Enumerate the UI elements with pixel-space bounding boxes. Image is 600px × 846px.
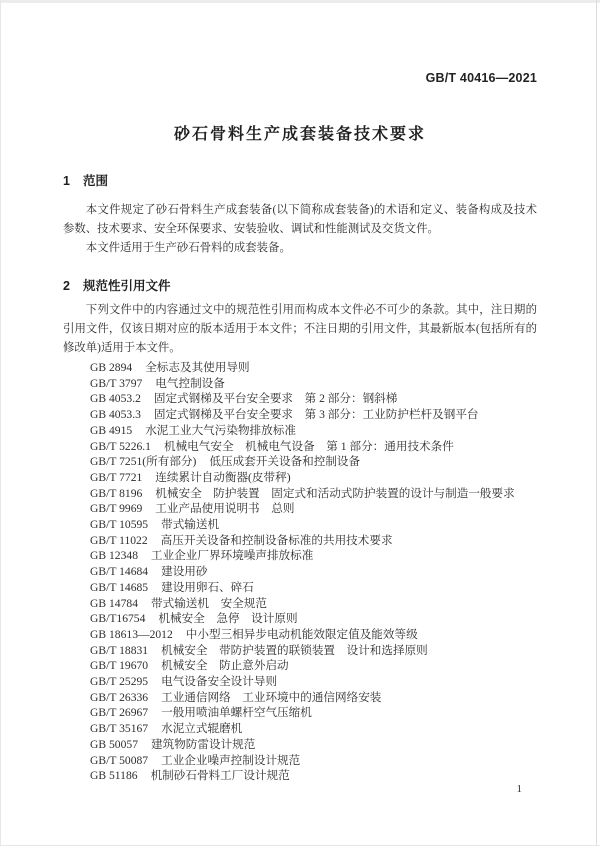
reference-code: GB/T 50087	[90, 753, 149, 767]
reference-title: 机制砂石骨料工厂设计规范	[150, 769, 290, 783]
reference-code: GB/T16754	[90, 612, 146, 626]
reference-code: GB/T 7721	[90, 470, 143, 484]
reference-code: GB 4053.2	[90, 392, 141, 406]
reference-title: 固定式钢梯及平台安全要求 第 3 部分：工业防护栏杆及钢平台	[153, 408, 479, 422]
reference-item	[90, 548, 537, 564]
reference-item	[90, 753, 537, 769]
reference-title: 工业企业噪声控制设计规范	[161, 753, 301, 767]
reference-code: GB/T 9969	[90, 502, 143, 516]
page-edge-left	[0, 0, 1, 846]
reference-code: GB 2894	[90, 361, 133, 374]
reference-item	[90, 768, 537, 784]
reference-item	[90, 517, 537, 533]
reference-code: GB 50057	[90, 737, 138, 751]
reference-item	[90, 658, 537, 674]
reference-code: GB/T 11022	[90, 533, 148, 547]
reference-code: GB/T 3797	[90, 376, 143, 390]
reference-code: GB/T 35167	[90, 722, 149, 736]
reference-item	[90, 596, 537, 612]
reference-title: 电气设备安全设计导则	[161, 675, 278, 689]
reference-code: GB 51186	[90, 769, 138, 783]
reference-title: 工业企业厂界环境噪声排放标准	[151, 549, 314, 563]
reference-code: GB/T 8196	[90, 486, 143, 500]
reference-code: GB/T 10595	[90, 518, 149, 532]
reference-code: GB/T 25295	[90, 675, 149, 689]
reference-item	[90, 611, 537, 627]
references-list	[63, 360, 537, 784]
reference-code: GB/T 14684	[90, 565, 149, 579]
reference-title: 带式输送机	[161, 518, 220, 532]
reference-code: GB 4915	[90, 423, 133, 437]
reference-title: 全标志及其使用导则	[145, 361, 250, 374]
reference-item	[90, 705, 537, 721]
scope-paragraph-1: 本文件规定了砂石骨料生产成套装备(以下简称成套装备)的术语和定义、装备构成及技术参数、技术要求、安全环保要求、安装验收、调试和性能测试及交货文件。	[63, 204, 537, 235]
reference-item	[90, 454, 537, 470]
reference-title: 机械安全 防止意外启动	[161, 659, 289, 673]
document-title: 砂石骨料生产成套装备技术要求	[173, 126, 426, 143]
reference-code: GB/T 14685	[90, 580, 149, 594]
section-2-title: 规范性引用文件	[82, 279, 171, 293]
reference-code: GB 14784	[90, 596, 138, 610]
reference-item	[90, 737, 537, 753]
reference-code: GB/T 7251(所有部分)	[90, 455, 197, 469]
reference-item	[90, 439, 537, 455]
reference-code: GB 12348	[90, 549, 138, 563]
reference-title: 建设用砂	[161, 565, 208, 579]
section-1-title: 范围	[82, 174, 108, 188]
reference-title: 连续累计自动衡器(皮带秤)	[155, 470, 291, 484]
reference-title: 机械安全 带防护装置的联锁装置 设计和选择原则	[161, 643, 428, 657]
reference-item	[90, 501, 537, 517]
reference-item	[90, 580, 537, 596]
reference-item	[90, 690, 537, 706]
reference-item	[90, 533, 537, 549]
reference-item	[90, 376, 537, 392]
reference-title: 高压开关设备和控制设备标准的共用技术要求	[160, 533, 393, 547]
reference-title: 带式输送机 安全规范	[151, 596, 267, 610]
section-1-number: 1	[63, 174, 70, 188]
reference-item	[90, 721, 537, 737]
reference-title: 机械电气安全 机械电气设备 第 1 部分：通用技术条件	[163, 439, 454, 453]
page-number: 1	[516, 783, 522, 795]
page-edge-top	[0, 0, 600, 3]
reference-title: 机械安全 急停 设计原则	[158, 612, 298, 626]
reference-item	[90, 391, 537, 407]
standard-number: GB/T 40416—2021	[425, 71, 537, 85]
reference-title: 建设用卵石、碎石	[161, 580, 254, 594]
reference-item	[90, 643, 537, 659]
reference-code: GB 4053.3	[90, 408, 141, 422]
reference-item	[90, 486, 537, 502]
reference-title: 中小型三相异步电动机能效限定值及能效等级	[185, 627, 418, 641]
reference-title: 一般用喷油单螺杆空气压缩机	[161, 706, 312, 720]
references-intro-paragraph: 下列文件中的内容通过文中的规范性引用而构成本文件必不可少的条款。其中，注日期的引用文件，仅该日期对应的版本适用于本文件；不注日期的引用文件，其最新版本(包括所有的修改单)适用于本文件。	[63, 304, 537, 354]
reference-item	[90, 423, 537, 439]
reference-code: GB/T 18831	[90, 643, 149, 657]
reference-title: 工业产品使用说明书 总则	[155, 502, 295, 516]
reference-item	[90, 470, 537, 486]
reference-title: 水泥立式辊磨机	[161, 722, 243, 736]
reference-item	[90, 674, 537, 690]
reference-title: 机械安全 防护装置 固定式和活动式防护装置的设计与制造一般要求	[155, 486, 515, 500]
section-1-heading	[63, 171, 537, 189]
reference-code: GB/T 26336	[90, 690, 149, 704]
section-2-heading	[63, 276, 537, 294]
reference-title: 低压成套开关设备和控制设备	[209, 455, 361, 469]
reference-item	[90, 407, 537, 423]
reference-code: GB 18613—2012	[90, 627, 173, 641]
reference-code: GB/T 26967	[90, 706, 149, 720]
reference-title: 电气控制设备	[155, 376, 225, 390]
reference-title: 工业通信网络 工业环境中的通信网络安装	[161, 690, 382, 704]
reference-title: 水泥工业大气污染物排放标准	[145, 423, 296, 437]
reference-item	[90, 627, 537, 643]
reference-title: 建筑物防雷设计规范	[151, 737, 256, 751]
scope-paragraph-2: 本文件适用于生产砂石骨料的成套装备。	[85, 242, 291, 254]
reference-code: GB/T 19670	[90, 659, 149, 673]
page-edge-right	[596, 0, 597, 846]
reference-item	[90, 564, 537, 580]
section-2-number: 2	[63, 279, 70, 293]
reference-item	[90, 360, 537, 376]
reference-title: 固定式钢梯及平台安全要求 第 2 部分：钢斜梯	[153, 392, 398, 406]
reference-code: GB/T 5226.1	[90, 439, 151, 453]
